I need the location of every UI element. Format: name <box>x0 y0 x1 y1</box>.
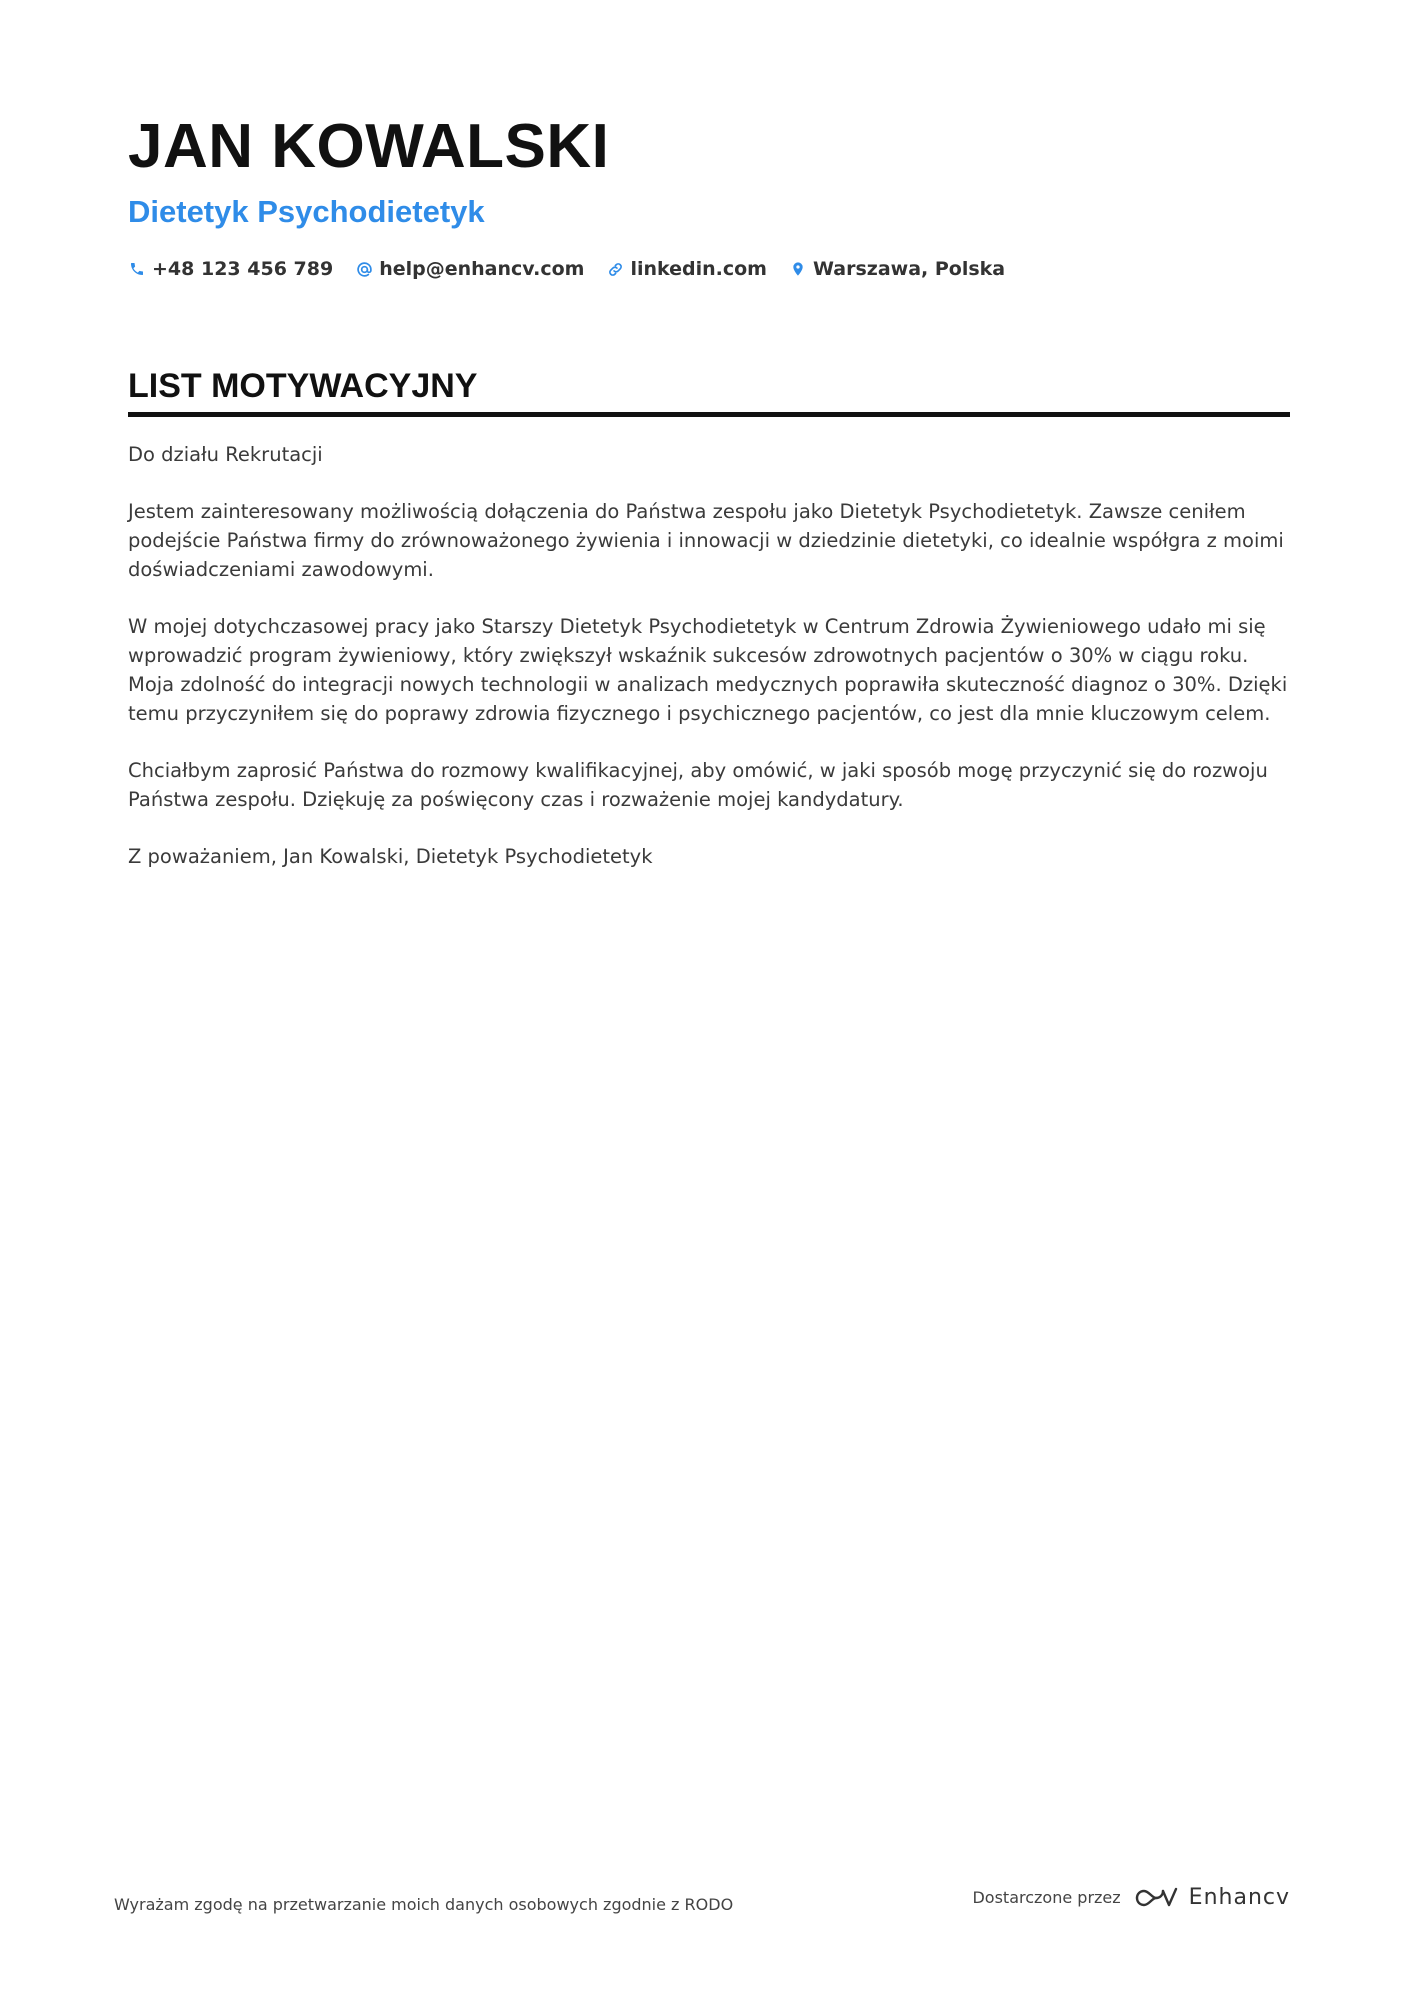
location-text: Warszawa, Polska <box>812 258 1006 280</box>
contact-link[interactable] <box>606 258 767 280</box>
at-icon <box>355 260 373 278</box>
contact-phone <box>128 258 333 280</box>
letter-greeting: Do działu Rekrutacji <box>128 443 323 466</box>
consent-note: Wyrażam zgodę na przetwarzanie moich danych osobowych zgodnie z RODO <box>114 1895 734 1914</box>
brand-name: Enhancv <box>1188 1885 1290 1910</box>
powered-by-label: Dostarczone przez <box>972 1888 1121 1907</box>
link-icon <box>606 260 624 278</box>
phone-text: +48 123 456 789 <box>152 258 334 280</box>
candidate-role: Dietetyk Psychodietetyk <box>128 194 485 229</box>
enhancv-logo-icon <box>1133 1886 1179 1910</box>
letter-paragraph: Chciałbym zaprosić Państwa do rozmowy kwalifikacyjnej, aby omówić, w jaki sposób mogę przyczynić się do rozwoju Państwa zespołu. Dziękuję za poświęcony czas i rozważenie mojej kandydatury. <box>128 759 1268 811</box>
contact-location <box>789 258 1005 280</box>
candidate-name: JAN KOWALSKI <box>128 112 610 181</box>
letter-closing: Z poważaniem, Jan Kowalski, Dietetyk Psychodietetyk <box>128 845 653 868</box>
contact-email[interactable] <box>355 258 584 280</box>
section-title: LIST MOTYWACYJNY <box>128 364 1290 417</box>
letter-paragraph: Jestem zainteresowany możliwością dołączenia do Państwa zespołu jako Dietetyk Psychodietetyk. Zawsze ceniłem podejście Państwa firmy do zrównoważonego żywienia i innowacji w dziedzinie dietetyki, co idealnie współgra z moimi doświadczeniami zawodowymi. <box>128 500 1284 581</box>
letter-body <box>128 440 1290 899</box>
phone-icon <box>128 260 146 278</box>
header <box>128 110 1288 280</box>
email-text[interactable]: help@enhancv.com <box>379 258 585 280</box>
powered-by <box>972 1885 1290 1910</box>
link-text[interactable]: linkedin.com <box>630 258 767 280</box>
location-pin-icon <box>789 260 807 278</box>
letter-paragraph: W mojej dotychczasowej pracy jako Starszy Dietetyk Psychodietetyk w Centrum Zdrowia Żywieniowego udało mi się wprowadzić program żywieniowy, który zwiększył wskaźnik sukcesów zdrowotnych pacjentów o 30% w ciągu roku. Moja zdolność do integracji nowych technologii w analizach medycznych poprawiła skuteczność diagnoz o 30%. Dzięki temu przyczyniłem się do poprawy zdrowia fizycznego i psychicznego pacjentów, co jest dla mnie kluczowym celem. <box>128 615 1288 725</box>
contact-list <box>128 258 1288 280</box>
